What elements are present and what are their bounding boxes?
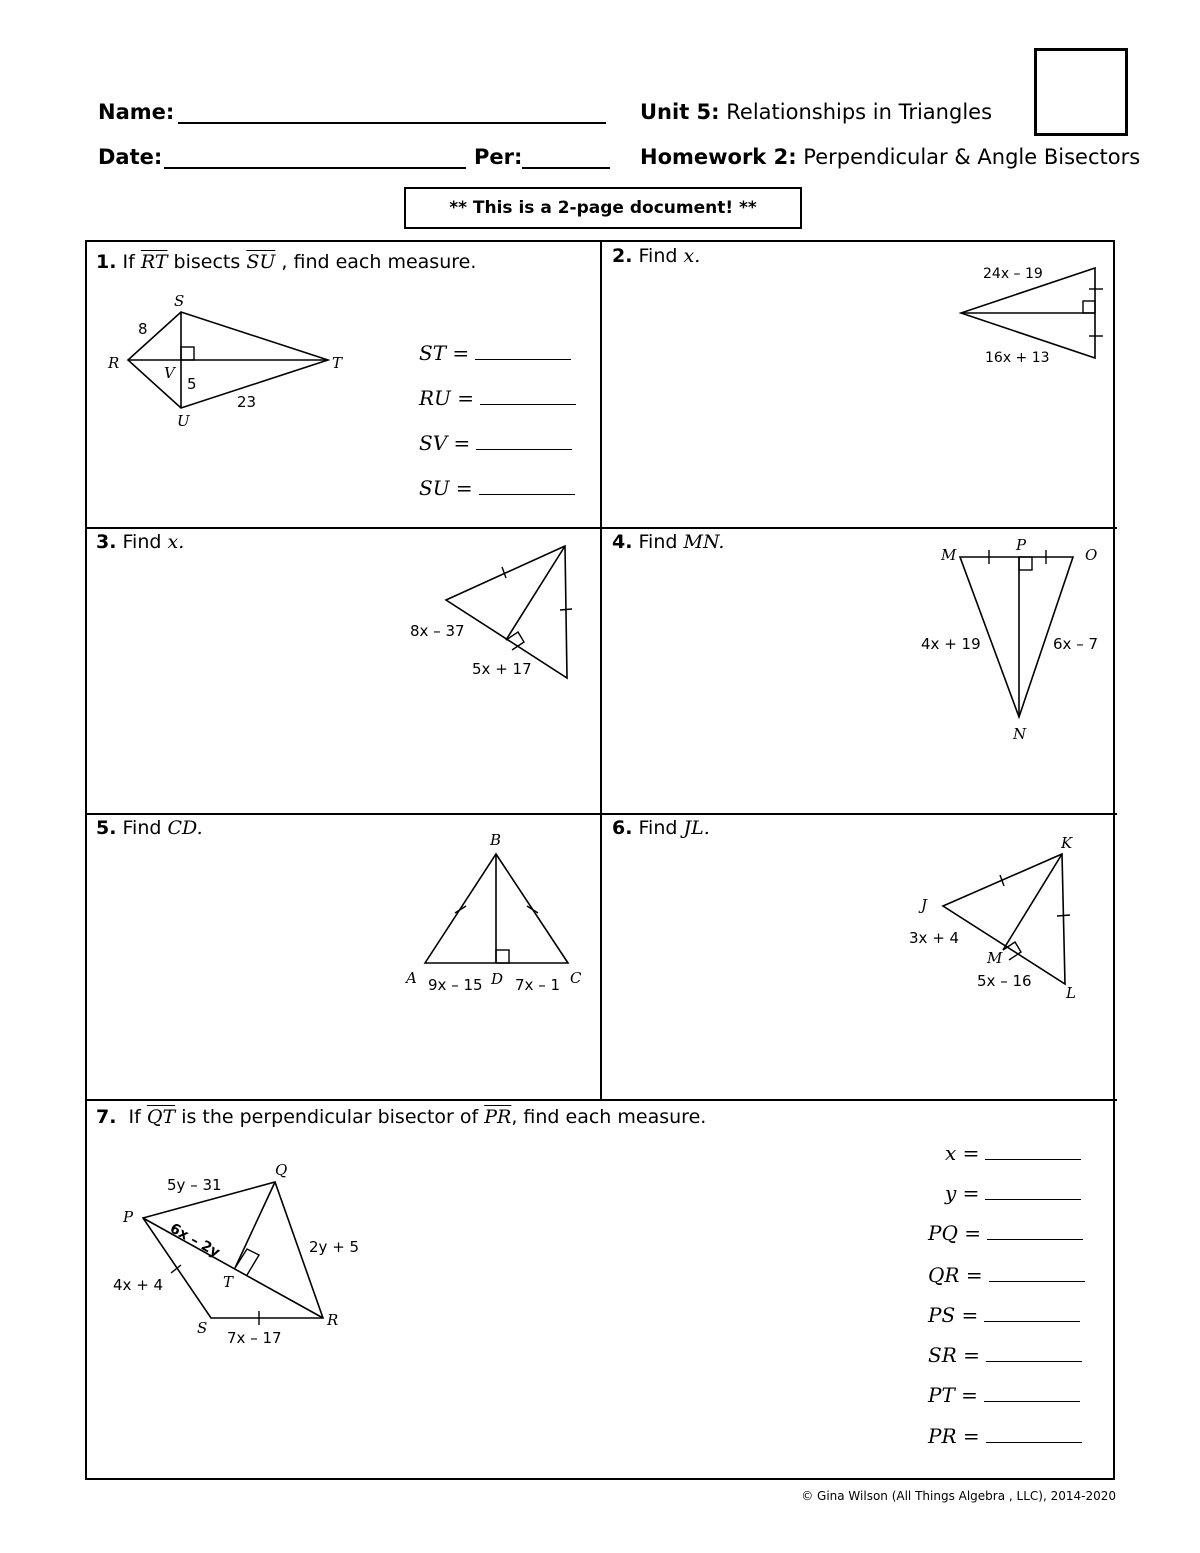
p1-blank-su[interactable] — [479, 478, 575, 495]
label-v: V — [164, 364, 175, 382]
label-right-side: 6x – 7 — [1053, 635, 1098, 653]
label-ps-length: 4x + 4 — [113, 1276, 164, 1294]
p1-answer-sv: SV = — [419, 431, 572, 455]
label-p: P — [1016, 536, 1027, 554]
p7-answer-sr: SR = — [928, 1343, 1082, 1367]
label-left-side: 8x – 37 — [410, 622, 465, 640]
label-bottom-side: 16x + 13 — [985, 350, 1050, 366]
label-t: T — [332, 354, 343, 372]
p7-blank-sr[interactable] — [986, 1345, 1082, 1362]
p1-blank-st[interactable] — [475, 343, 571, 360]
p7-blank-qr[interactable] — [989, 1265, 1085, 1282]
label-ut-length: 23 — [237, 393, 257, 411]
label-vu-length: 5 — [187, 375, 197, 393]
label-rs-length: 8 — [138, 320, 148, 338]
label-pt-length: 6x – 2y — [167, 1220, 223, 1261]
label-left-side: 4x + 19 — [921, 635, 981, 653]
label-sr-length: 7x – 17 — [227, 1329, 282, 1347]
date-label: Date: — [98, 145, 163, 169]
label-l: L — [1066, 984, 1076, 1002]
label-ml-length: 5x – 16 — [977, 972, 1032, 990]
label-c: C — [570, 969, 582, 987]
label-t: T — [223, 1273, 234, 1291]
unit-heading: Unit 5: Relationships in Triangles — [640, 100, 993, 124]
p1-answer-su: SU = — [419, 476, 575, 500]
problem-6-prompt: 6. Find JL. — [612, 817, 710, 839]
label-j: J — [921, 896, 928, 914]
label-a: A — [406, 969, 417, 987]
copyright-footer: © Gina Wilson (All Things Algebra , LLC), 2014-2020 — [801, 1489, 1116, 1503]
p7-blank-ps[interactable] — [984, 1305, 1080, 1322]
problem-4-prompt: 4. Find MN. — [612, 531, 725, 553]
p7-answer-qr: QR = — [928, 1263, 1085, 1287]
p7-answer-x: x = — [945, 1141, 1081, 1165]
label-p: P — [123, 1208, 134, 1226]
label-s: S — [197, 1319, 208, 1337]
label-m: M — [941, 546, 957, 564]
problem-3-prompt: 3. Find x. — [96, 531, 185, 553]
p1-answer-ru: RU = — [419, 386, 576, 410]
problem-2-prompt: 2. Find x. — [612, 245, 701, 267]
score-box — [1034, 48, 1128, 136]
label-u: U — [177, 412, 190, 430]
period-field[interactable] — [522, 167, 610, 169]
problem-3-figure — [400, 540, 590, 685]
p7-blank-y[interactable] — [985, 1183, 1081, 1200]
label-s: S — [174, 292, 185, 310]
p7-blank-pt[interactable] — [984, 1385, 1080, 1402]
problem-6-figure — [905, 832, 1105, 1007]
label-n: N — [1013, 725, 1027, 743]
name-field[interactable] — [178, 122, 606, 124]
label-bottom-side: 5x + 17 — [472, 660, 532, 678]
p7-answer-y: y = — [945, 1181, 1081, 1205]
label-dc-length: 7x – 1 — [515, 976, 560, 994]
problem-5-prompt: 5. Find CD. — [96, 817, 203, 839]
label-jm-length: 3x + 4 — [909, 929, 960, 947]
label-ad-length: 9x – 15 — [428, 976, 483, 994]
label-k: K — [1061, 834, 1073, 852]
p1-answer-st: ST = — [419, 341, 571, 365]
p7-answer-pt: PT = — [928, 1383, 1080, 1407]
p7-answer-pr: PR = — [928, 1424, 1082, 1448]
label-o: O — [1085, 546, 1098, 564]
p7-answer-pq: PQ = — [928, 1221, 1083, 1245]
label-qr-length: 2y + 5 — [309, 1238, 360, 1256]
label-q: Q — [275, 1161, 288, 1179]
date-field[interactable] — [164, 167, 466, 169]
homework-heading: Homework 2: Perpendicular & Angle Bisectors — [640, 145, 1141, 169]
problem-5-figure — [400, 828, 590, 998]
label-top-side: 24x – 19 — [983, 266, 1043, 282]
label-r: R — [108, 354, 120, 372]
problem-4-figure — [915, 535, 1115, 745]
problem-2-figure — [955, 258, 1115, 368]
problem-7-prompt: 7. If $\overline{QT}$ is the perpendicular bisector of $\overline{PR}$, find each measure. — [96, 1106, 707, 1128]
p7-answer-ps: PS = — [928, 1303, 1080, 1327]
p7-blank-x[interactable] — [985, 1143, 1081, 1160]
name-label: Name: — [98, 100, 175, 124]
problem-1-prompt: 1. If $\overline{RT}$ bisects $\overline{SU}$ , find each measure. — [96, 251, 477, 273]
p1-blank-ru[interactable] — [480, 388, 576, 405]
p7-blank-pr[interactable] — [986, 1426, 1082, 1443]
label-d: D — [491, 970, 504, 988]
p1-blank-sv[interactable] — [476, 433, 572, 450]
label-b: B — [490, 831, 502, 849]
p7-blank-pq[interactable] — [987, 1223, 1083, 1240]
problem-7-figure — [105, 1155, 375, 1355]
label-pq-length: 5y – 31 — [167, 1176, 222, 1194]
label-r: R — [327, 1311, 339, 1329]
label-m: M — [987, 949, 1003, 967]
notice-box: ** This is a 2-page document! ** — [404, 187, 802, 229]
problem-1-figure — [100, 290, 360, 435]
per-label: Per: — [474, 145, 523, 169]
